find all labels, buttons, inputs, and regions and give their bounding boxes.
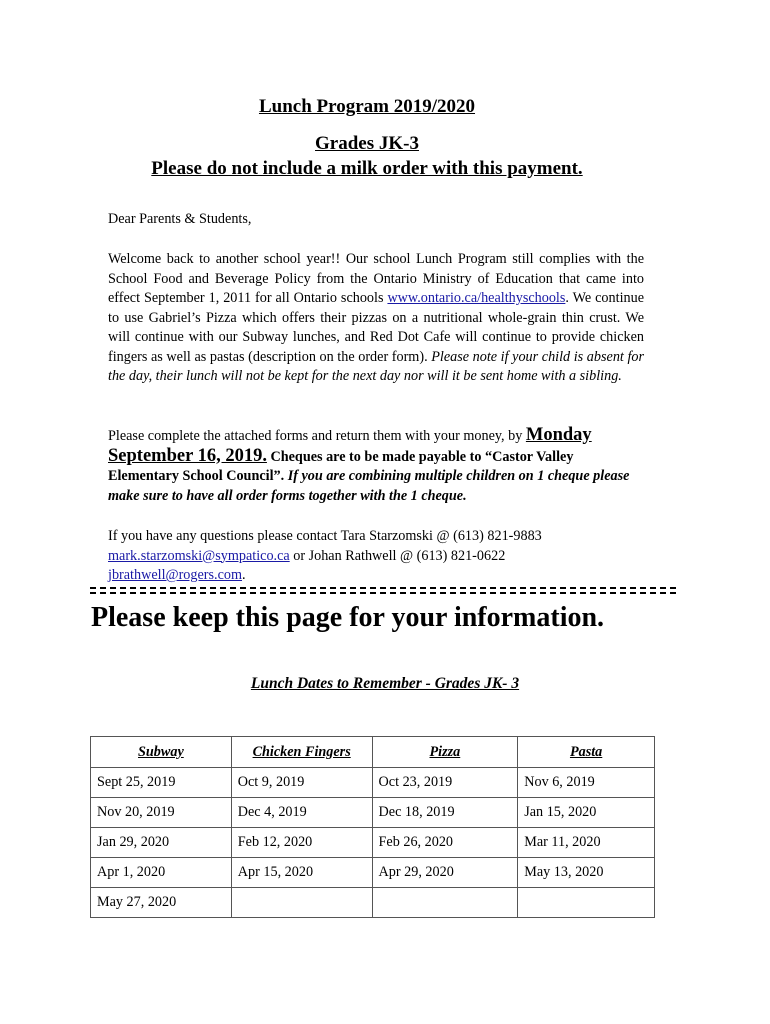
header-pasta: Pasta (518, 737, 655, 768)
table-cell: Apr 29, 2020 (372, 858, 518, 888)
table-cell: May 13, 2020 (518, 858, 655, 888)
table-cell: May 27, 2020 (91, 888, 232, 918)
table-cell (231, 888, 372, 918)
table-cell: Apr 1, 2020 (91, 858, 232, 888)
table-header-row (91, 737, 655, 768)
deadline-date: Monday September 16, 2019. (108, 425, 592, 466)
table-row (91, 798, 655, 828)
absence-note: Please note if your child is absent for the day, their lunch will not be kept for the next day nor will it be sent home with a sibling. (108, 348, 645, 384)
greeting: Dear Parents & Students, (108, 211, 252, 227)
welcome-text-continued: . We continue to use Gabriel’s Pizza which offers their pizzas on a nutritional whole-grain thin crust. We will continue with our Subway lunches, and Red Dot Cafe will continue to provide chicken fingers as well as pastas (description on the order form). (108, 290, 644, 365)
milk-notice: Please do not include a milk order with this payment. (151, 158, 583, 179)
welcome-paragraph (108, 250, 644, 387)
table-cell: Feb 12, 2020 (231, 828, 372, 858)
grades-heading: Grades JK-3 (315, 133, 419, 154)
table-cell (518, 888, 655, 918)
table-cell: Sept 25, 2019 (91, 768, 232, 798)
table-row (91, 828, 655, 858)
contact-text: If you have any questions please contact Tara Starzomski @ (613) 821-9883 (108, 528, 542, 544)
contact-paragraph (108, 527, 644, 586)
cheque-payable: Cheques are to be made payable to “Castor Valley Elementary School Council”. (108, 448, 574, 484)
table-cell: Feb 26, 2020 (372, 828, 518, 858)
table-cell: Nov 20, 2019 (91, 798, 232, 828)
table-cell: Oct 23, 2019 (372, 768, 518, 798)
deadline-paragraph (108, 426, 644, 506)
table-cell: Jan 15, 2020 (518, 798, 655, 828)
lunch-dates-table (90, 736, 655, 918)
table-cell: Dec 4, 2019 (231, 798, 372, 828)
keep-page-notice: Please keep this page for your information. (91, 602, 605, 633)
table-cell: Apr 15, 2020 (231, 858, 372, 888)
table-cell (372, 888, 518, 918)
welcome-text: Welcome back to another school year!! Our school Lunch Program still complies with the School Food and Beverage Policy from the Ontario Ministry of Education that came into effect September 1, 2011 for all Ontario schools (108, 251, 644, 306)
dates-title: Lunch Dates to Remember - Grades JK- 3 (250, 675, 520, 692)
header-pizza: Pizza (372, 737, 518, 768)
program-title: Lunch Program 2019/2020 (258, 96, 476, 117)
email-link-starzomski[interactable]: mark.starzomski@sympatico.ca (108, 547, 290, 564)
table-row (91, 858, 655, 888)
header-subway: Subway (91, 737, 232, 768)
deadline-text: Please complete the attached forms and return them with your money, by (108, 428, 526, 444)
table-cell: Dec 18, 2019 (372, 798, 518, 828)
contact-end: . (242, 567, 246, 583)
cheque-combine-note: If you are combining multiple children on 1 cheque please make sure to have all order forms together with the 1 cheque. (108, 468, 630, 504)
contact-text-rathwell: or Johan Rathwell @ (613) 821-0622 (289, 547, 506, 564)
header-chicken-fingers: Chicken Fingers (231, 737, 372, 768)
table-row (91, 888, 655, 918)
divider (90, 587, 676, 594)
table-row (91, 768, 655, 798)
email-link-rathwell[interactable]: jbrathwell@rogers.com (108, 567, 243, 583)
table-cell: Nov 6, 2019 (518, 768, 655, 798)
table-cell: Mar 11, 2020 (518, 828, 655, 858)
table-cell: Oct 9, 2019 (231, 768, 372, 798)
ontario-link[interactable]: www.ontario.ca/healthyschools (387, 290, 566, 306)
table-cell: Jan 29, 2020 (91, 828, 232, 858)
